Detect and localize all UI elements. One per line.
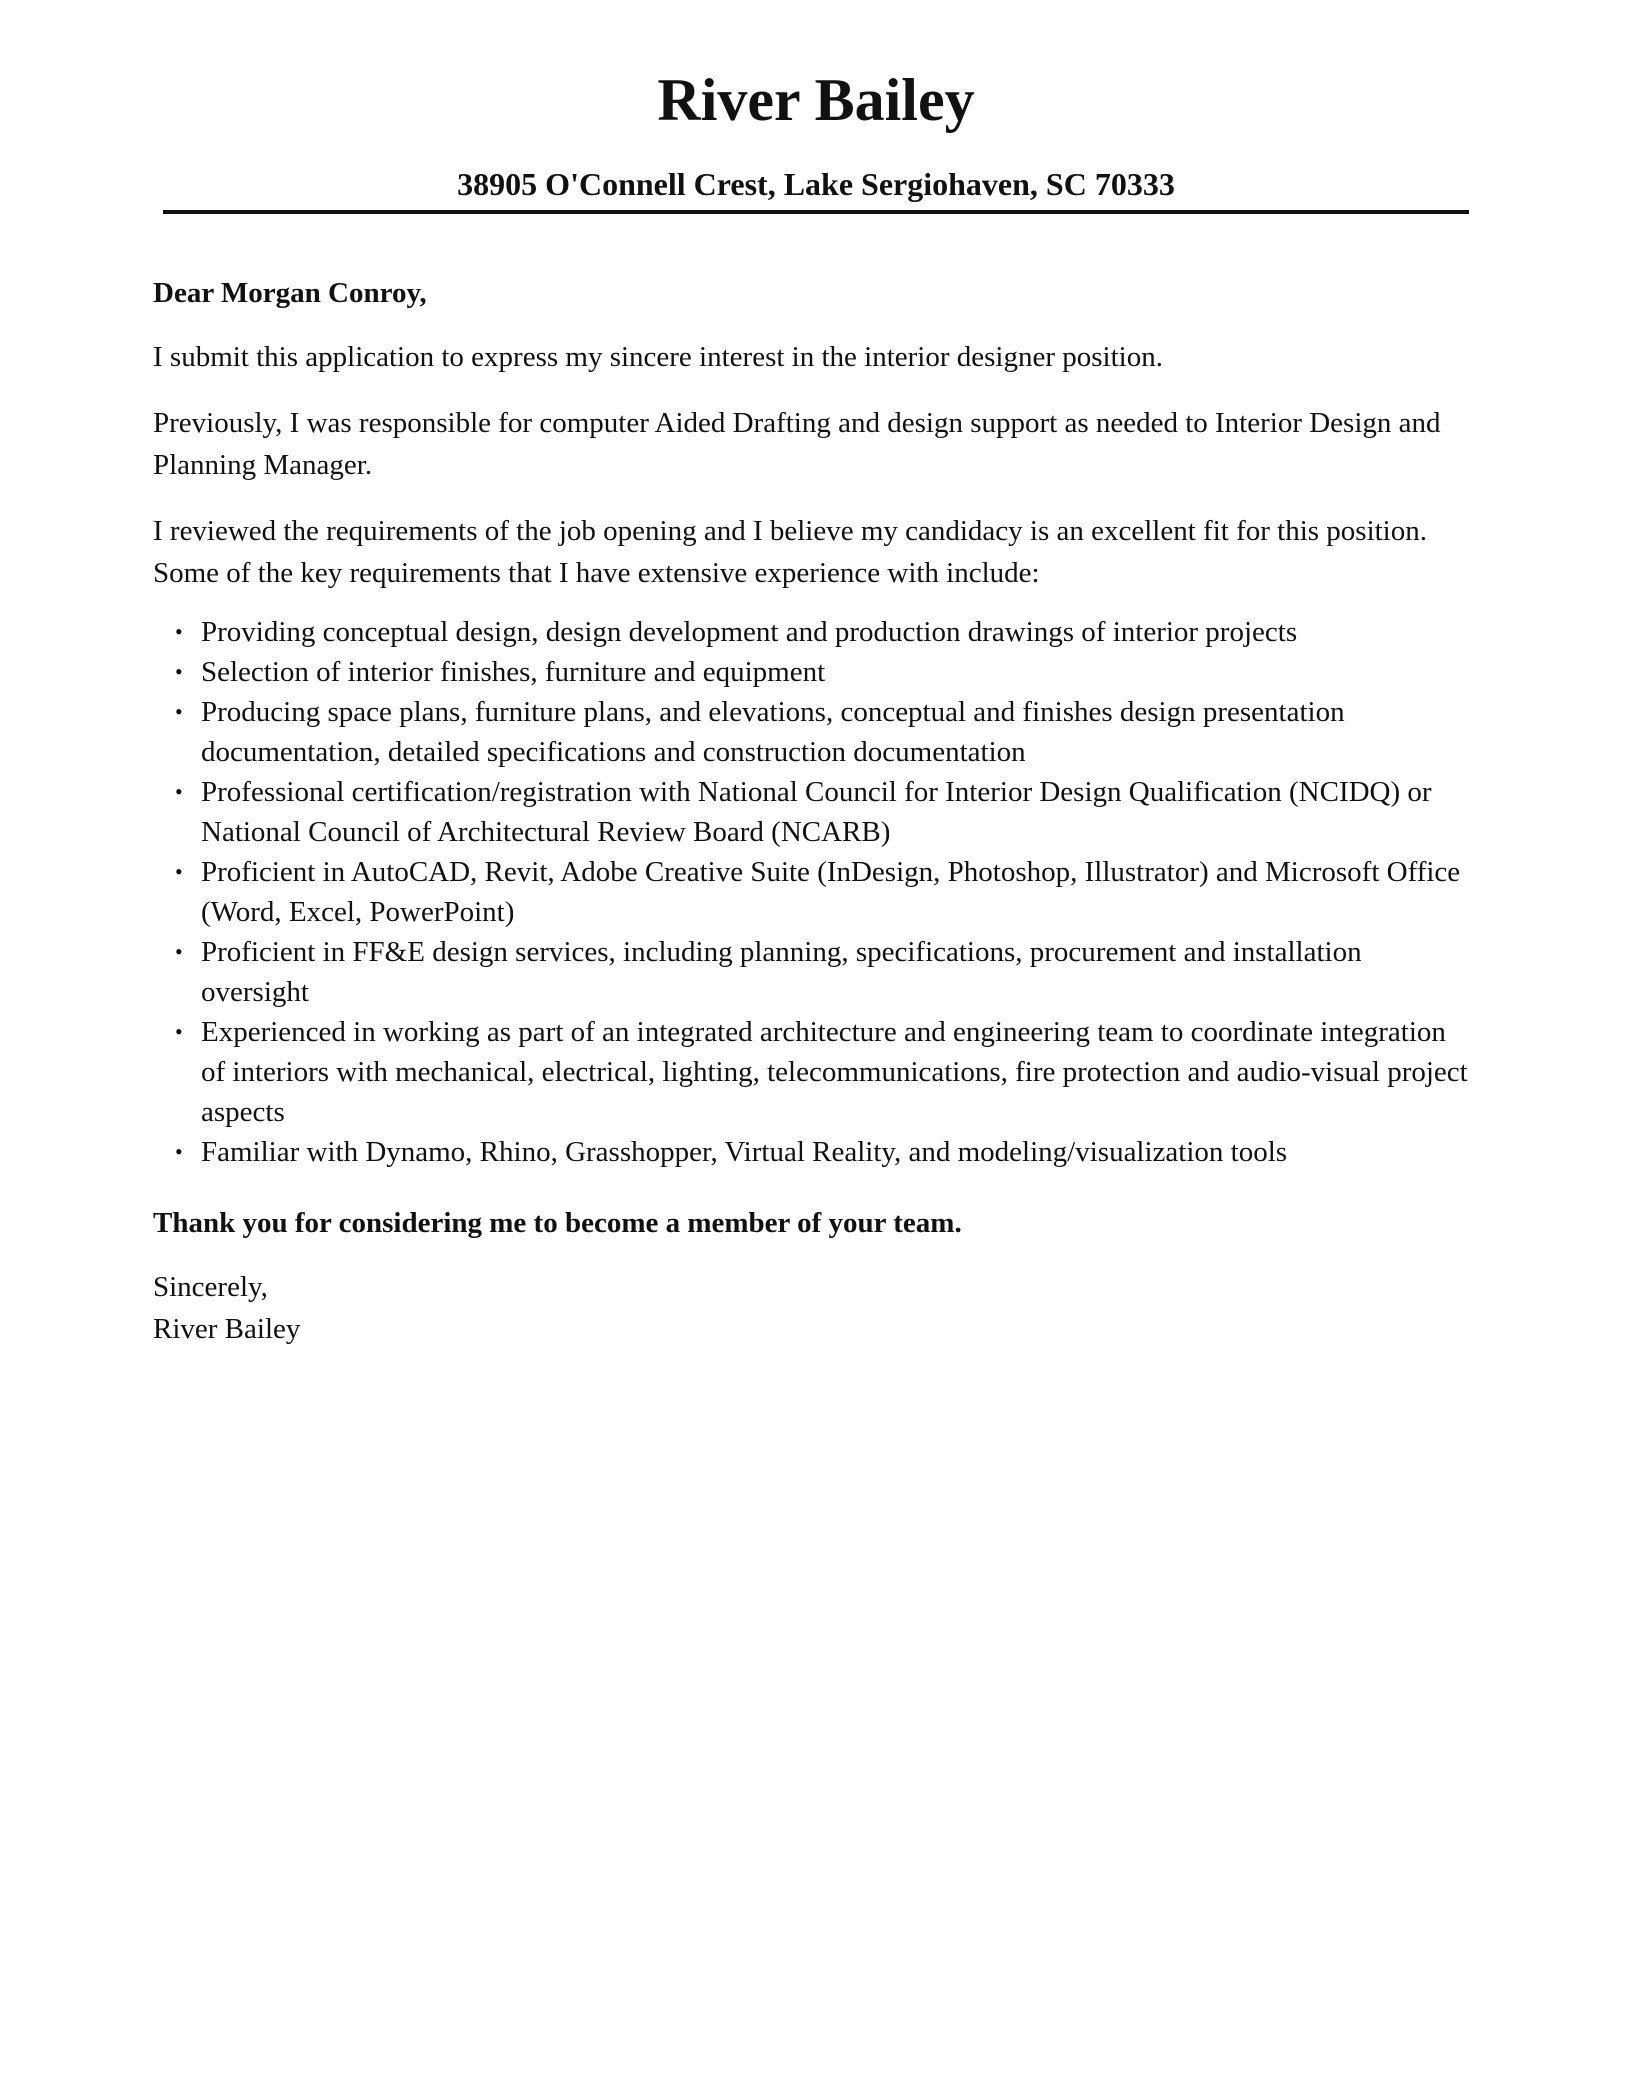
bullet-dot-icon: • — [175, 659, 183, 684]
signoff: Sincerely, — [153, 1271, 268, 1303]
list-item-text: Experienced in working as part of an integrated architecture and engineering team to coordinate integration of interiors with mechanical, electrical, lighting, telecommunications, fire protection and audio-visual project aspects — [201, 1016, 1468, 1128]
signature-name: River Bailey — [153, 1313, 301, 1345]
list-item — [175, 772, 1473, 852]
bullet-dot-icon: • — [175, 779, 183, 804]
list-item-text: Providing conceptual design, design development and production drawings of interior projects — [201, 616, 1298, 648]
list-item-text: Familiar with Dynamo, Rhino, Grasshopper, Virtual Reality, and modeling/visualization tools — [201, 1136, 1288, 1168]
list-item-text: Professional certification/registration with National Council for Interior Design Qualification (NCIDQ) or National Council of Architectural Review Board (NCARB) — [201, 776, 1432, 848]
paragraph-intro: I submit this application to express my sincere interest in the interior designer position. — [153, 341, 1163, 373]
list-item — [175, 932, 1473, 1012]
list-item — [175, 1012, 1473, 1132]
bullet-dot-icon: • — [175, 859, 183, 884]
salutation: Dear Morgan Conroy, — [153, 277, 427, 309]
requirements-list — [153, 612, 1473, 1172]
list-item — [175, 692, 1473, 772]
list-item-text: Proficient in FF&E design services, including planning, specifications, procurement and installation oversight — [201, 936, 1362, 1008]
bullet-dot-icon: • — [175, 939, 183, 964]
sender-name: River Bailey — [657, 67, 975, 133]
paragraph-previous-role: Previously, I was responsible for computer Aided Drafting and design support as needed to Interior Design and Planning Manager. — [153, 407, 1441, 481]
bullet-dot-icon: • — [175, 1019, 183, 1044]
list-item — [175, 612, 1473, 652]
sender-address: 38905 O'Connell Crest, Lake Sergiohaven, SC 70333 — [457, 166, 1175, 202]
list-item-text: Proficient in AutoCAD, Revit, Adobe Creative Suite (InDesign, Photoshop, Illustrator) and Microsoft Office (Word, Excel, PowerPoint) — [201, 856, 1461, 928]
bullet-dot-icon: • — [175, 699, 183, 724]
bullet-dot-icon: • — [175, 1139, 183, 1164]
closing-line: Thank you for considering me to become a member of your team. — [153, 1207, 962, 1239]
paragraph-requirements-intro: I reviewed the requirements of the job opening and I believe my candidacy is an excellent fit for this position. Some of the key requirements that I have extensive experience with include: — [153, 515, 1427, 589]
bullet-dot-icon: • — [175, 619, 183, 644]
header-divider — [163, 210, 1469, 214]
list-item-text: Producing space plans, furniture plans, and elevations, conceptual and finishes design presentation documentation, detailed specifications and construction documentation — [201, 696, 1345, 768]
list-item — [175, 1132, 1473, 1172]
list-item — [175, 652, 1473, 692]
list-item — [175, 852, 1473, 932]
list-item-text: Selection of interior finishes, furniture and equipment — [201, 656, 826, 688]
letter-body — [153, 272, 1473, 1350]
letter-header — [163, 60, 1469, 204]
